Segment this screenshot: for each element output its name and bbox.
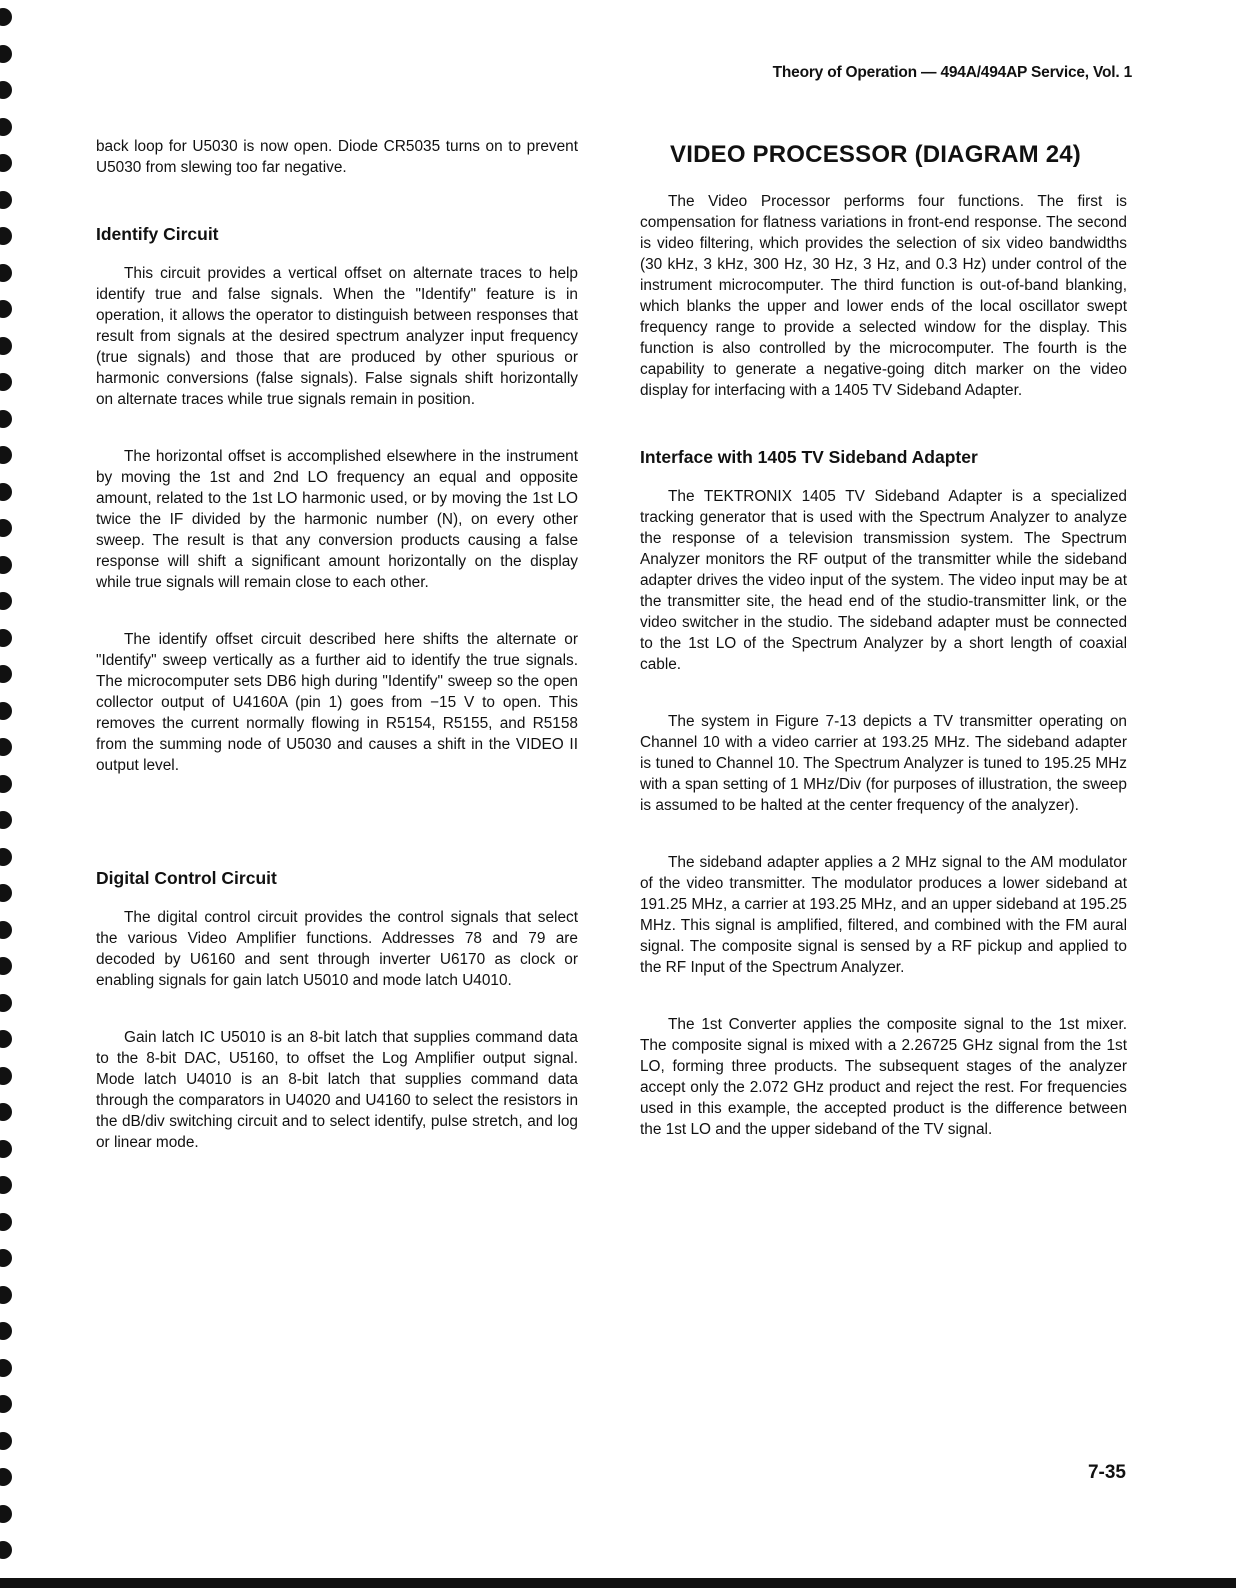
binder-hole: [0, 702, 12, 720]
binder-hole: [0, 1249, 12, 1267]
binder-hole: [0, 1322, 12, 1340]
digital-control-heading: Digital Control Circuit: [96, 868, 277, 888]
binder-hole: [0, 1541, 12, 1559]
binder-hole: [0, 1067, 12, 1085]
binder-hole: [0, 1468, 12, 1486]
right-column: [640, 136, 1127, 1140]
digital-paragraph-2: Gain latch IC U5010 is an 8-bit latch that supplies command data to the 8-bit DAC, U5160, to offset the Log Amplifier output signal. Mode latch U4010 is an 8-bit latch that supplies command data through the comparators in U4020 and U4160 to select the resistors in the dB/div switching circuit and to select identify, pulse stretch, and log or linear mode.: [96, 1029, 578, 1151]
left-column: [96, 136, 578, 1153]
binder-hole: [0, 373, 12, 391]
binder-hole: [0, 81, 12, 99]
binder-hole: [0, 446, 12, 464]
interface-paragraph-3: The sideband adapter applies a 2 MHz signal to the AM modulator of the video transmitter. The modulator produces a lower sideband at 191.25 MHz, a carrier at 193.25 MHz, and an upper sideband at 195.25 MHz. This signal is amplified, filtered, and combined with the FM aural signal. The composite signal is sensed by a RF pickup and applied to the RF Input of the Spectrum Analyzer.: [640, 854, 1127, 976]
binder-hole: [0, 1103, 12, 1121]
binder-hole: [0, 556, 12, 574]
binder-hole: [0, 592, 12, 610]
binder-hole: [0, 1432, 12, 1450]
binder-hole: [0, 519, 12, 537]
binder-hole: [0, 1395, 12, 1413]
identify-paragraph-2: The horizontal offset is accomplished elsewhere in the instrument by moving the 1st and 2nd LO frequency an equal and opposite amount, related to the 1st LO harmonic used, or by moving the 1st LO twice the IF divided by the harmonic number (N), on every other sweep. The result is that any conversion products causing a false response will shift a significant amount horizontally on the display while true signals will remain close to each other.: [96, 448, 578, 591]
binder-hole: [0, 45, 12, 63]
binder-hole: [0, 1213, 12, 1231]
section-title: VIDEO PROCESSOR (DIAGRAM 24): [670, 141, 1081, 168]
page-number: 7-35: [1087, 1462, 1126, 1483]
running-head: Theory of Operation — 494A/494AP Service, Vol. 1: [772, 64, 1132, 81]
bottom-edge: [0, 1578, 1236, 1588]
intro-paragraph: back loop for U5030 is now open. Diode CR5035 turns on to prevent U5030 from slewing too far negative.: [96, 138, 578, 176]
binder-hole: [0, 1286, 12, 1304]
binder-hole: [0, 848, 12, 866]
interface-heading: Interface with 1405 TV Sideband Adapter: [640, 447, 978, 467]
binder-hole: [0, 665, 12, 683]
binder-hole: [0, 1505, 12, 1523]
identify-paragraph-1: This circuit provides a vertical offset on alternate traces to help identify true and false signals. When the "Identify" feature is in operation, it allows the operator to distinguish between responses that result from signals at the desired spectrum analyzer input frequency (true signals) and those that are produced by other spurious or harmonic conversions (false signals). False signals shift horizontally on alternate traces while true signals remain in position.: [96, 265, 578, 408]
binder-hole: [0, 1176, 12, 1194]
binder-hole: [0, 1030, 12, 1048]
binder-hole: [0, 738, 12, 756]
binder-hole: [0, 118, 12, 136]
binder-hole: [0, 191, 12, 209]
video-paragraph-1: The Video Processor performs four functions. The first is compensation for flatness variations in front-end response. The second is video filtering, which provides the selection of six video bandwidths (30 kHz, 3 kHz, 300 Hz, 30 Hz, 3 Hz, and 0.3 Hz) under control of the instrument microcomputer. The third function is out-of-band blanking, which blanks the upper and lower ends of the local oscillator swept frequency range to provide a selected window for the display. This function is also controlled by the microcomputer. The fourth is the capability to generate a negative-going ditch marker on the video display for interfacing with a 1405 TV Sideband Adapter.: [640, 193, 1127, 399]
identify-circuit-heading: Identify Circuit: [96, 224, 219, 244]
digital-paragraph-1: The digital control circuit provides the control signals that select the various Video Amplifier functions. Addresses 78 and 79 are decoded by U6160 and sent through inverter U6170 as clock or enabling signals for gain latch U5010 and mode latch U4010.: [96, 909, 578, 989]
binder-hole: [0, 264, 12, 282]
interface-paragraph-4: The 1st Converter applies the composite signal to the 1st mixer. The composite signal is mixed with a 2.26725 GHz signal from the 1st LO, forming three products. The subsequent stages of the analyzer accept only the 2.072 GHz product and reject the rest. For frequencies used in this example, the accepted product is the difference between the 1st LO and the upper sideband of the TV signal.: [640, 1016, 1127, 1138]
binder-hole: [0, 994, 12, 1012]
binder-hole: [0, 811, 12, 829]
binder-hole: [0, 957, 12, 975]
binder-hole: [0, 629, 12, 647]
binder-hole: [0, 884, 12, 902]
binder-hole: [0, 154, 12, 172]
binder-hole: [0, 337, 12, 355]
identify-paragraph-3: The identify offset circuit described here shifts the alternate or "Identify" sweep vertically as a further aid to identify the true signals. The microcomputer sets DB6 high during "Identify" sweep so the open collector output of U4160A (pin 1) goes from −15 V to open. This removes the current normally flowing in R5154, R5155, and R5158 from the summing node of U5030 and causes a shift in the VIDEO II output level.: [96, 631, 578, 774]
interface-paragraph-2: The system in Figure 7-13 depicts a TV transmitter operating on Channel 10 with a video carrier at 193.25 MHz. The sideband adapter is tuned to Channel 10. The Spectrum Analyzer is tuned to 195.25 MHz with a span setting of 1 MHz/Div (for purposes of illustration, the sweep is assumed to be halted at the center frequency of the analyzer).: [640, 713, 1127, 814]
binder-holes: [0, 0, 20, 1588]
binder-hole: [0, 410, 12, 428]
binder-hole: [0, 8, 12, 26]
binder-hole: [0, 227, 12, 245]
binder-hole: [0, 483, 12, 501]
binder-hole: [0, 1359, 12, 1377]
binder-hole: [0, 300, 12, 318]
binder-hole: [0, 1140, 12, 1158]
interface-paragraph-1: The TEKTRONIX 1405 TV Sideband Adapter is a specialized tracking generator that is used with the Spectrum Analyzer to analyze the response of a television transmission system. The Spectrum Analyzer monitors the RF output of the transmitter while the sideband adapter drives the video input of the system. The video input may be at the transmitter site, the head end of the studio-transmitter link, or the video switcher in the studio. The sideband adapter must be connected to the 1st LO of the Spectrum Analyzer by a short length of coaxial cable.: [640, 488, 1127, 673]
binder-hole: [0, 921, 12, 939]
binder-hole: [0, 775, 12, 793]
